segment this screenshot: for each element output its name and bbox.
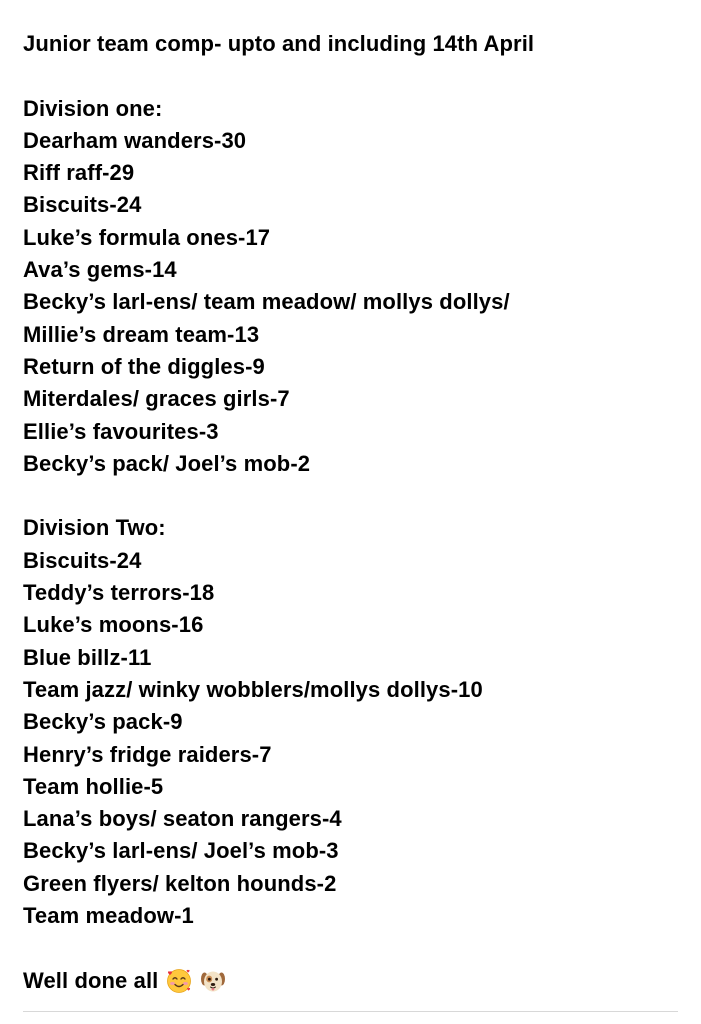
- division-one-entry: Ellie’s favourites-3: [23, 418, 219, 444]
- division-two-entry: Biscuits-24: [23, 547, 142, 573]
- blank-line: [23, 932, 693, 964]
- division-one-heading: Division one:: [23, 95, 163, 121]
- division-two-entry: Teddy’s terrors-18: [23, 580, 215, 606]
- division-two-entry: Team meadow-1: [23, 903, 194, 929]
- division-one-entry: Millie’s dream team-13: [23, 321, 260, 347]
- division-two-entry: Luke’s moons-16: [23, 612, 204, 638]
- division-one-entry: Becky’s pack/ Joel’s mob-2: [23, 450, 311, 476]
- division-one-entry: Biscuits-24: [23, 192, 142, 218]
- note-body: [23, 28, 693, 997]
- smiling-face-with-hearts-icon: [166, 968, 192, 994]
- division-two-entry: Team jazz/ winky wobblers/mollys dollys-10: [23, 676, 483, 702]
- division-one-entry: Return of the diggles-9: [23, 353, 265, 379]
- division-two-entry: Green flyers/ kelton hounds-2: [23, 870, 337, 896]
- division-one-entry: Becky’s larl-ens/ team meadow/ mollys dollys/: [23, 289, 510, 315]
- division-two-heading: Division Two:: [23, 515, 166, 541]
- division-two-entry: Henry’s fridge raiders-7: [23, 741, 272, 767]
- division-two-entry: Team hollie-5: [23, 773, 164, 799]
- division-two-entry: Becky’s pack-9: [23, 709, 183, 735]
- closing-line: [23, 965, 693, 997]
- dog-face-icon: [200, 968, 226, 994]
- division-two-entry: Blue billz-11: [23, 644, 152, 670]
- division-one-entry: Miterdales/ graces girls-7: [23, 386, 290, 412]
- division-two-entry: Becky’s larl-ens/ Joel’s mob-3: [23, 838, 339, 864]
- note-title: Junior team comp- upto and including 14th April: [23, 31, 535, 56]
- division-one-entry: Riff raff-29: [23, 160, 135, 186]
- division-one-entry: Ava’s gems-14: [23, 257, 177, 283]
- division-two-entry: Lana’s boys/ seaton rangers-4: [23, 806, 342, 832]
- closing-text: Well done all: [23, 967, 159, 993]
- divider: [23, 1011, 678, 1012]
- division-one-entry: Dearham wanders-30: [23, 127, 247, 153]
- blank-line: [23, 480, 693, 512]
- blank-line: [23, 60, 693, 92]
- division-one-entry: Luke’s formula ones-17: [23, 224, 271, 250]
